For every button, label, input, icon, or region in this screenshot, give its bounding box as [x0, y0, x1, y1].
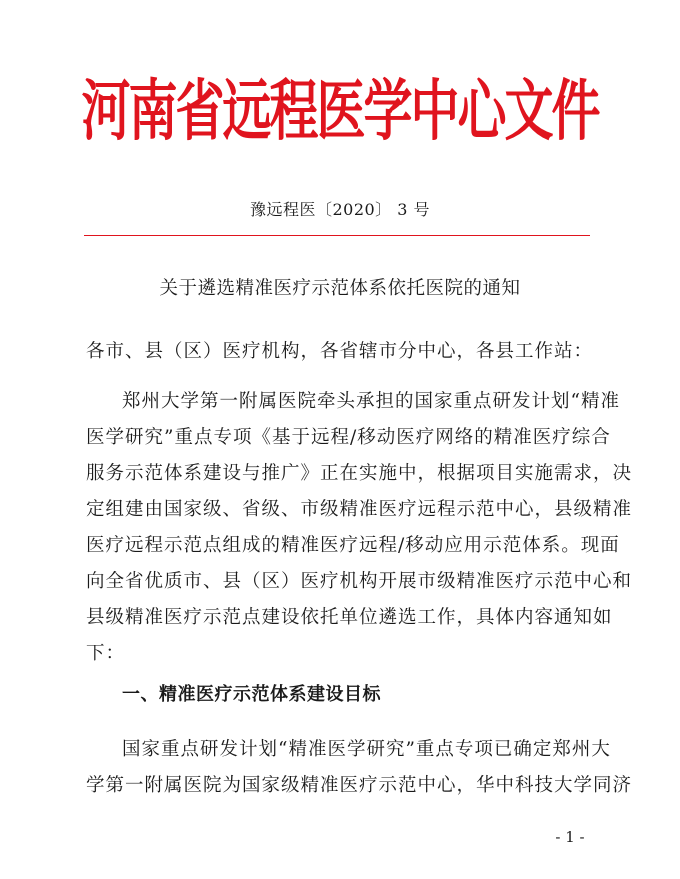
document-number: 豫远程医〔2020〕 3 号 [249, 200, 431, 219]
paragraph-line: 郑州大学第一附属医院牵头承担的国家重点研发计划“精准 [122, 391, 620, 412]
paragraph-line: 医疗远程示范点组成的精准医疗远程/移动应用示范体系。现面 [86, 535, 620, 556]
paragraph-line: 医学研究”重点专项《基于远程/移动医疗网络的精准医疗综合 [86, 427, 611, 448]
red-separator-line [84, 235, 590, 236]
section-heading-1: 一、精准医疗示范体系建设目标 [122, 684, 381, 705]
salutation: 各市、县（区）医疗机构，各省辖市分中心，各县工作站： [86, 341, 594, 362]
paragraph-line: 下： [86, 643, 126, 664]
paragraph-line: 服务示范体系建设与推广》正在实施中，根据项目实施需求，决 [86, 463, 633, 484]
paragraph-line: 向全省优质市、县（区）医疗机构开展市级精准医疗示范中心和 [86, 571, 633, 592]
paragraph-line: 县级精准医疗示范点建设依托单位遴选工作，具体内容通知如 [86, 607, 613, 628]
notice-title: 关于遴选精准医疗示范体系依托医院的通知 [159, 278, 521, 299]
paragraph-line: 国家重点研发计划“精准医学研究”重点专项已确定郑州大 [122, 739, 611, 760]
issuer-red-header: 河南省远程医学中心文件 [81, 72, 599, 150]
paragraph-line: 学第一附属医院为国家级精准医疗示范中心，华中科技大学同济 [86, 775, 633, 796]
page-number: - 1 - [555, 828, 585, 846]
paragraph-line: 定组建由国家级、省级、市级精准医疗远程示范中心，县级精准 [86, 499, 633, 520]
